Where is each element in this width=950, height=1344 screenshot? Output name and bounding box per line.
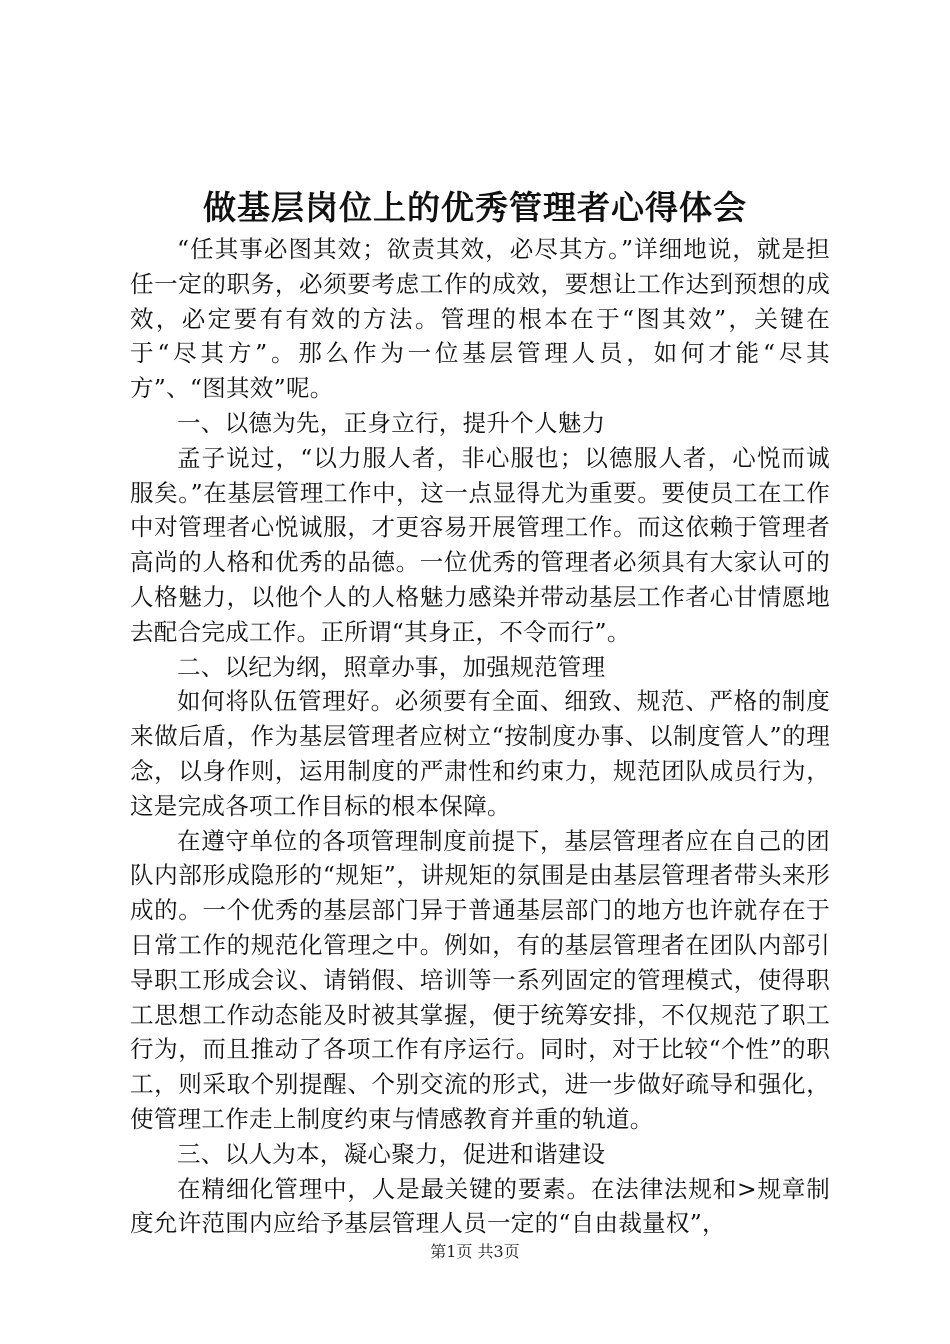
paragraph-section-1: 孟子说过，“以力服人者，非心服也；以德服人者，心悦而诚服矣。”在基层管理工作中，这一点显得尤为重要。要使员工在工作中对管理者心悦诚服，才更容易开展管理工作。而这依赖于管理者高尚的人格和优秀的品德。一位优秀的管理者必须具有大家认可的人格魅力，以他个人的人格魅力感染并带动基层工作者心甘情愿地去配合完成工作。正所谓“其身正，不令而行”。 — [130, 443, 830, 646]
paragraph-section-3: 在精细化管理中，人是最关键的要素。在法律法规和>规章制度允许范围内应给予基层管理人员一定的“自由裁量权”， — [130, 1174, 830, 1238]
document-body — [130, 232, 830, 1241]
section-heading-2: 二、以纪为纲，照章办事，加强规范管理 — [177, 652, 606, 681]
paragraph-intro: “任其事必图其效；欲责其效，必尽其方。”详细地说，就是担任一定的职务，必须要考虑工作的成效，要想让工作达到预想的成效，必定要有有效的方法。管理的根本在于“图其效”，关键在于“尽其方”。那么作为一位基层管理人员，如何才能“尽其方”、“图其效”呢。 — [130, 235, 830, 403]
paragraph-section-2b: 在遵守单位的各项管理制度前提下，基层管理者应在自己的团队内部形成隐形的“规矩”，讲规矩的氛围是由基层管理者带头来形成的。一个优秀的基层部门异于普通基层部门的地方也许就存在于日常工作的规范化管理之中。例如，有的基层管理者在团队内部引导职工形成会议、请销假、培训等一系列固定的管理模式，使得职工思想工作动态能及时被其掌握，便于统筹安排，不仅规范了职工行为，而且推动了各项工作有序运行。同时，对于比较“个性”的职工，则采取个别提醒、个别交流的形式，进一步做好疏导和强化，使管理工作走上制度约束与情感教育并重的轨道。 — [130, 826, 830, 1133]
section-heading-3: 三、以人为本，凝心聚力，促进和谐建设 — [177, 1139, 606, 1168]
section-heading-1: 一、以德为先，正身立行，提升个人魅力 — [177, 408, 606, 437]
document-title: 做基层岗位上的优秀管理者心得体会 — [203, 188, 747, 227]
page-number: 第1页 共3页 — [430, 1242, 520, 1261]
paragraph-section-2a: 如何将队伍管理好。必须要有全面、细致、规范、严格的制度来做后盾，作为基层管理者应树立“按制度办事、以制度管人”的理念，以身作则，运用制度的严肃性和约束力，规范团队成员行为，这是完成各项工作目标的根本保障。 — [130, 687, 830, 820]
